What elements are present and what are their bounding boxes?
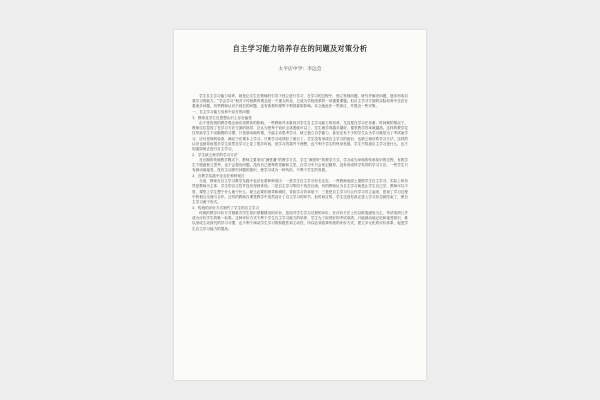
document-author: 太平店中学：李远会 — [278, 67, 322, 72]
document-page — [174, 30, 426, 380]
section-heading: 2、学生缺乏科学的学习方法 — [192, 152, 238, 157]
document-title: 自主学习能力培养存在的问题及对策分析 — [232, 44, 368, 53]
body-paragraph: 当前，教师在自主学习教学实践中也存在着种种误区：一是学生自主学习有名无实，一些教师表面上提倡学生自主学习，实际上却仍然是教师为主体，学生的自主性并没有得到体现；二是自主学习等同于放任自流，有的教师认为自主学习就是让学生自己学，教师可以不管，课堂上学生想干什么就干什么，缺乏必要的指导和调控，导致学习效率低下；三是把自主学习与合作学习对立起来，忽视了学习过程中的相互交流与合作。还有的教师在课堂教学中虽然设计了自主学习的环节，但时间过短，学生还没有真正进入学习状态就结束了，使自主学习流于形式。 — [192, 179, 408, 205]
section-heading: 3、传统的评价方式制约了学生的自主学习 — [192, 205, 260, 210]
body-paragraph: 传统的教学评价方式侧重对学生知识掌握情况的评价，忽视对学生学习过程的评价，在评价方法上仍以纸笔测验为主，考试成绩几乎成为评价学生的唯一标准。这种评价方式不利于学生自主学习能力的培养，学生为了取得好的考试成绩，只能被动地记忆和接受知识，难以形成主动探究的学习习惯，也不利于调动学生学习的积极性和主动性，所以必须改革传统的评价方式，建立多元化的评价体系，促进学生自主学习能力的提高。 — [192, 210, 408, 231]
body-paragraph: 由于受传统的教学观念和应试教育的影响，一些教师并未重视对学生自主学习能力的培养，尤其是在学习任务重、时间紧的情况下，教师往往忽视了在学习方法方面的指导，总认为把每个知识点讲透就可以了，学生就学得越多越好，课堂教学效率就越高。这样的教学往往导致学生不动脑筋的习惯，只是被动地听课，不能主动思考学习，缺乏独立自学能力，甚至还有不少的学生认为学习就是为了考试而学习，应付老师的检查，满足于在课本上学习。只要学习成绩好了就行了。学生没有形成自主学习的意识，也缺乏相应的学习方法，这样的认识也就导致很多学生虽然在学习上花了很多时间，但学习效果并不理想，也不利于学生的终身发展。学生不知道自主学习是什么，也不知道如何去进行自主学习。 — [192, 121, 408, 152]
section-heading: 1、教师及学生在思想认识上存在偏差 — [192, 115, 252, 120]
section-heading: 一、自主学习能力培养中存在的问题 — [192, 110, 250, 115]
body-paragraph: 学生自主学习能力培养，就是让学生在教师的引导下独立进行学习，在学习的过程中，独立发现问题、研究并解决问题，逐步形成自我学习的能力。“学会学习”相对于传统教育观念是一个重大转变，已成为学校改革的一项重要课题。但自主学习方面的实际培养中还存在着诸多问题，有些教师认识不到位的问题，也有客观环境等不利因素的影响。本文就此作一些探讨，并提出一些对策。 — [192, 94, 408, 109]
document-body — [192, 94, 408, 370]
section-heading: 3、在教学实践中还存在种种误区 — [192, 174, 245, 179]
body-paragraph: 在长期的传统教学模式下，教师主要采用“满堂灌”的教学方式，学生“满堂听”的教学方式，学习成为单纯的传承知识的过程，有的学生不愿意独立思考，也不会提出问题，没有自己独特的见解和主见，在学习中只会死记硬背，没有形成科学有效的学习方法。一些学生只有被动地接受，没有主动探究问题的意识，使学习成为一种负担，不利于学生的发展。 — [192, 157, 408, 173]
